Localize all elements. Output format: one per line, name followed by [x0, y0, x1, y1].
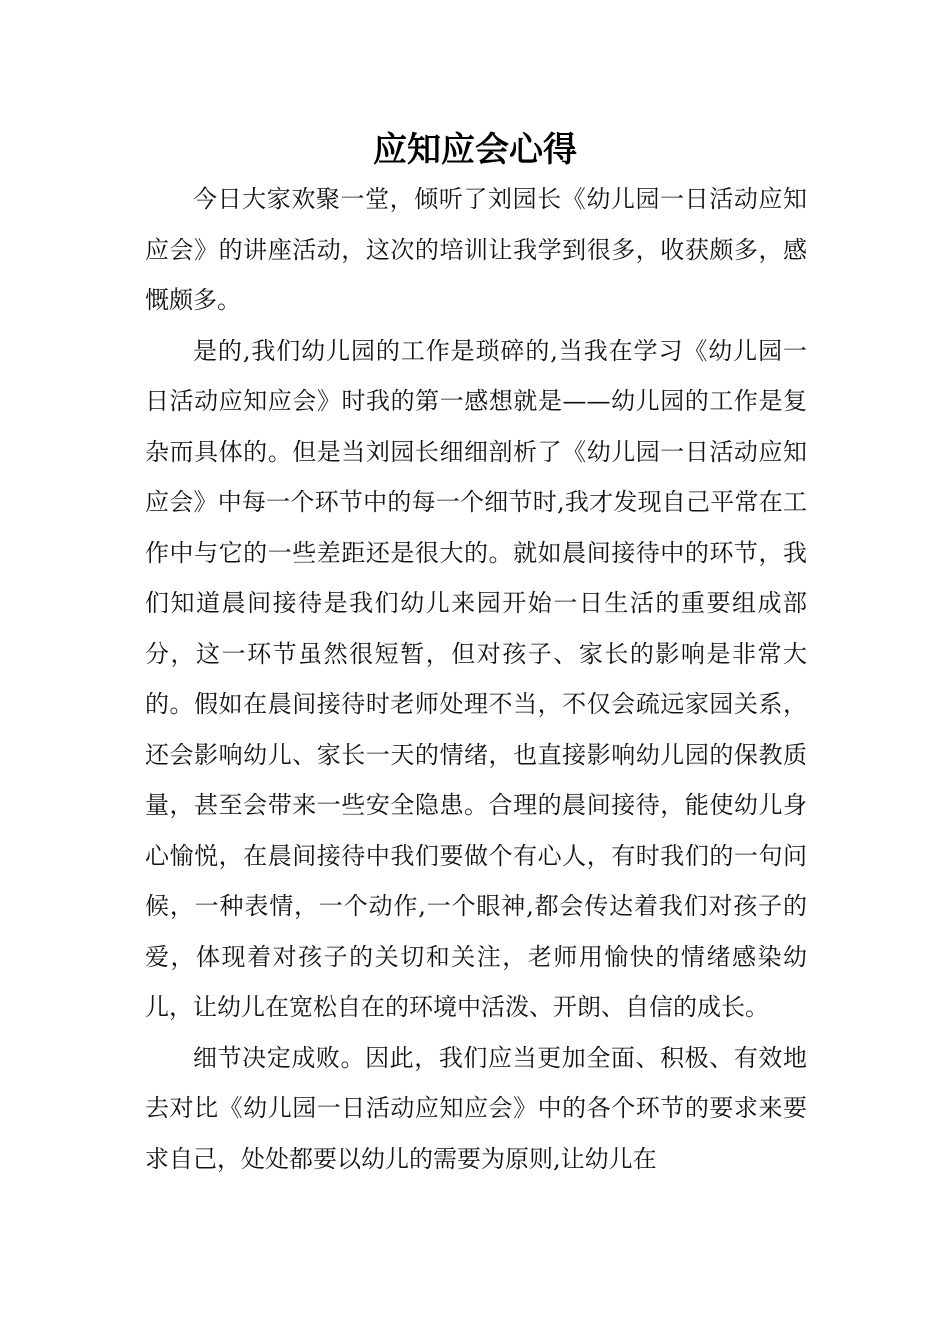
document-body: [145, 174, 807, 1184]
paragraph-3: 细节决定成败。因此，我们应当更加全面、积极、有效地去对比《幼儿园一日活动应知应会》中的各个环节的要求来要求自己，处处都要以幼儿的需要为原则,让幼儿在: [145, 1043, 807, 1173]
document-title: 应知应会心得: [373, 130, 577, 170]
paragraph-1: 今日大家欢聚一堂，倾听了刘园长《幼儿园一日活动应知应会》的讲座活动，这次的培训让我学到很多，收获颇多，感慨颇多。: [145, 185, 807, 314]
paragraph-2: 是的,我们幼儿园的工作是琐碎的,当我在学习《幼儿园一日活动应知应会》时我的第一感想就是——幼儿园的工作是复杂而具体的。但是当刘园长细细剖析了《幼儿园一日活动应知应会》中每一个环节中的每一个细节时,我才发现自己平常在工作中与它的一些差距还是很大的。就如晨间接待中的环节，我们知道晨间接待是我们幼儿来园开始一日生活的重要组成部分，这一环节虽然很短暂，但对孩子、家长的影响是非常大的。假如在晨间接待时老师处理不当，不仅会疏远家园关系，还会影响幼儿、家长一天的情绪，也直接影响幼儿园的保教质量，甚至会带来一些安全隐患。合理的晨间接待，能使幼儿身心愉悦，在晨间接待中我们要做个有心人，有时我们的一句问候，一种表情，一个动作,一个眼神,都会传达着我们对孩子的爱，体现着对孩子的关切和关注，老师用愉快的情绪感染幼儿，让幼儿在宽松自在的环境中活泼、开朗、自信的成长。: [145, 336, 807, 1021]
